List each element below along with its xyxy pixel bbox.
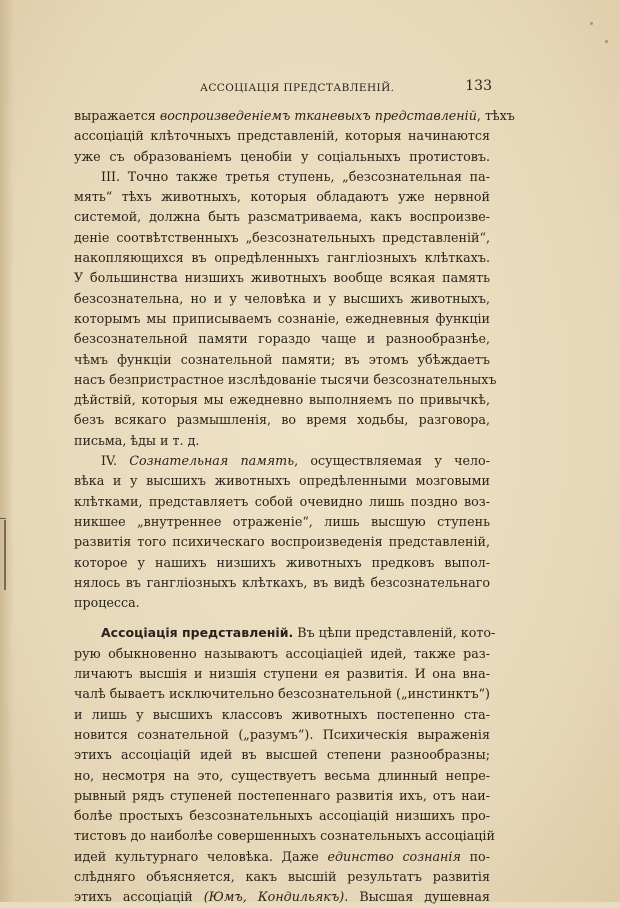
paragraph-gap bbox=[74, 613, 490, 623]
text-line: этихъ ассоціацій (Юмъ, Кондильякъ). Высшая душевная bbox=[74, 889, 490, 905]
text-line: IV. Сознательная память, осуществляемая у чело- bbox=[101, 453, 490, 469]
text-line: III. Точно также третья ступень, „безсознательная па- bbox=[101, 168, 490, 184]
text-line: никшее „внутреннее отраженіе“, лишь высшую ступень bbox=[74, 513, 490, 529]
body-text bbox=[74, 106, 515, 908]
page-gutter-shadow bbox=[0, 0, 14, 902]
emphasis: (Юмъ, Кондильякъ) bbox=[203, 889, 345, 905]
text-line: клѣтками, представляетъ собой очевидно лишь поздно воз- bbox=[74, 493, 490, 509]
text-line: рывный рядъ ступеней постепеннаго развитія ихъ, отъ наи- bbox=[74, 787, 490, 803]
text-line: рую обыкновенно называютъ ассоціаціей идей, также раз- bbox=[74, 645, 490, 661]
text-line: личаютъ высшія и низшія ступени ея развитія. И она вна- bbox=[74, 666, 490, 682]
text-line: насъ безпристрастное изслѣдованіе тысячи безсознательныхъ bbox=[74, 371, 497, 387]
text-line: выражается воспроизведеніемъ тканевыхъ представленій, тѣхъ bbox=[74, 108, 515, 123]
text-line: безсознательной памяти гораздо чаще и разнообразнѣе, bbox=[74, 331, 490, 347]
text-line: мять“ тѣхъ животныхъ, которыя обладаютъ уже нервной bbox=[74, 189, 490, 205]
text-line: безъ всякаго размышленія, во время ходьбы, разговора, bbox=[74, 412, 490, 428]
page-number: 133 bbox=[465, 78, 492, 94]
text-line: развитія того психическаго воспроизведенія представленій, bbox=[74, 534, 490, 550]
text-line: Ассоціація представленій. Въ цѣпи представленій, кото- bbox=[101, 625, 496, 641]
text-line: письма, ѣды и т. д. bbox=[74, 432, 200, 448]
emphasis: Сознательная память bbox=[129, 453, 295, 469]
text-line: деніе соотвѣтственныхъ „безсознательныхъ представленій“, bbox=[74, 229, 490, 245]
text-line: болѣе простыхъ безсознательныхъ ассоціацій низшихъ про- bbox=[74, 808, 490, 824]
text-line: тистовъ до наиболѣе совершенныхъ сознательныхъ ассоціацій bbox=[74, 828, 495, 844]
text-line: накопляющихся въ опредѣленныхъ гангліозныхъ клѣткахъ. bbox=[74, 250, 490, 266]
text-line: нялось въ гангліозныхъ клѣткахъ, въ видѣ безсознательнаго bbox=[74, 574, 490, 590]
text-line: которое у нашихъ низшихъ животныхъ предковъ выпол- bbox=[74, 554, 490, 570]
text-line: которымъ мы приписываемъ сознаніе, ежедневныя функціи bbox=[74, 310, 490, 326]
text-line: вѣка и у высшихъ животныхъ опредѣленными мозговыми bbox=[74, 473, 490, 489]
page-header bbox=[200, 80, 492, 98]
text-line: чѣмъ функціи сознательной памяти; въ этомъ убѣждаетъ bbox=[74, 351, 490, 367]
text-line: идей культурнаго человѣка. Даже единство сознанія по- bbox=[74, 848, 490, 864]
text-line: ассоціацій клѣточныхъ представленій, которыя начинаются bbox=[74, 128, 490, 144]
section-heading: Ассоціація представленій. bbox=[101, 625, 294, 641]
text-line: дѣйствій, которыя мы ежедневно выполняемъ по привычкѣ, bbox=[74, 392, 490, 408]
text-line: У большинства низшихъ животныхъ вообще всякая память bbox=[74, 270, 490, 286]
text-line: процесса. bbox=[74, 595, 140, 611]
text-line: чалѣ бываетъ исключительно безсознательной („инстинктъ“) bbox=[74, 686, 490, 702]
text-line: новится сознательной („разумъ“). Психическія выраженія bbox=[74, 726, 490, 742]
paper-speck bbox=[605, 40, 608, 43]
paper-speck bbox=[590, 22, 593, 25]
text-line: безсознательна, но и у человѣка и у высшихъ животныхъ, bbox=[74, 290, 490, 306]
margin-mark bbox=[0, 518, 6, 519]
text-line: этихъ ассоціацій идей въ высшей степени разнообразны; bbox=[74, 747, 490, 763]
text-line: слѣдняго объясняется, какъ высшій результатъ развитія bbox=[74, 868, 490, 884]
margin-mark bbox=[4, 520, 6, 590]
emphasis: единство сознанія bbox=[327, 848, 461, 864]
text-line: системой, должна быть разсматриваема, какъ воспроизве- bbox=[74, 209, 490, 225]
text-line: уже съ образованіемъ ценобіи у соціальныхъ протистовъ. bbox=[74, 148, 490, 164]
running-head: АССОЦІАЦІЯ ПРЕДСТАВЛЕНІЙ. bbox=[200, 82, 395, 94]
text-line: и лишь у высшихъ классовъ животныхъ постепенно ста- bbox=[74, 706, 490, 722]
text-line: но, несмотря на это, существуетъ весьма длинный непре- bbox=[74, 767, 490, 783]
emphasis: воспроизведеніемъ тканевыхъ представленій bbox=[159, 108, 477, 123]
